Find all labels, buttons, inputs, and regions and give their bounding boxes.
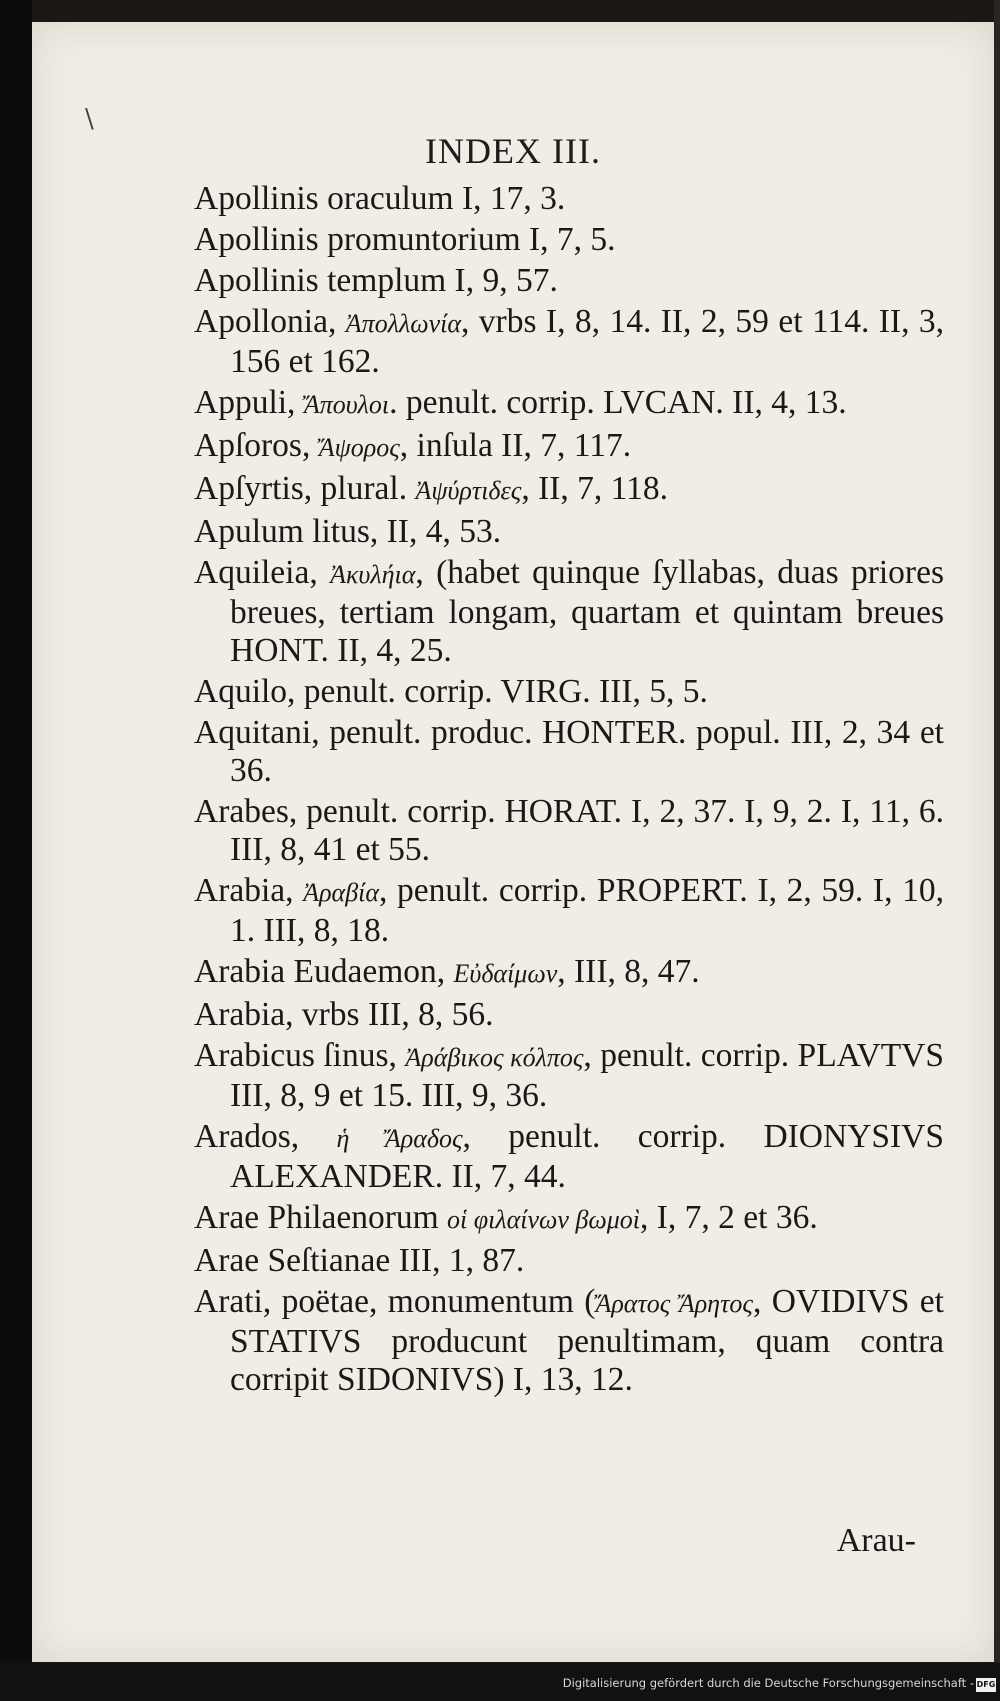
entry-greek: Εὐδαίμων <box>453 959 558 988</box>
entry-text: Arados, <box>194 1118 337 1155</box>
index-entry <box>194 303 944 381</box>
catchword: Arau- <box>836 1522 916 1559</box>
scan-left-edge <box>0 0 32 1701</box>
entry-text: Appuli, <box>194 384 304 421</box>
entry-rest: , penult. corrip. PROPERT. I, 2, 59. I, 10, 1. III, 8, 18. <box>230 872 944 949</box>
entry-text: Arae Seſtianae III, 1, 87. <box>194 1242 525 1279</box>
entry-text: Aquileia, <box>194 554 331 591</box>
book-page <box>32 22 994 1662</box>
entry-rest: , OVIDIVS et STATIVS producunt penultimam, quam contra corripit SIDONIVS) I, 13, 12. <box>230 1283 944 1398</box>
index-entry <box>194 714 944 790</box>
entry-rest: , (habet quinque ſyllabas, duas priores breues, tertiam longam, quartam et quintam breues HONT. II, 4, 25. <box>230 554 944 669</box>
index-entry <box>194 1037 944 1115</box>
entry-rest: , vrbs I, 8, 14. II, 2, 59 et 114. II, 3, 156 et 162. <box>230 303 945 380</box>
entry-text: Apollinis promuntorium I, 7, 5. <box>194 221 616 258</box>
entry-text: Apollonia, <box>194 303 346 340</box>
index-entry <box>194 872 944 950</box>
entry-greek: Ἀράβικος κόλπος <box>405 1043 584 1072</box>
entry-rest: , I, 7, 2 et 36. <box>640 1199 818 1236</box>
index-entry <box>194 427 944 467</box>
footer-credit: Digitalisierung gefördert durch die Deutsche Forschungsgemeinschaft - <box>562 1676 974 1690</box>
index-entry <box>194 554 944 670</box>
entry-text: Arae Philaenorum <box>194 1199 448 1236</box>
entry-rest: , penult. corrip. DIONYSIVS ALEXANDER. II, 7, 44. <box>230 1118 944 1195</box>
index-entry <box>194 1242 944 1280</box>
index-entry <box>194 1199 944 1239</box>
entry-text: Apſyrtis, plural. <box>194 470 416 507</box>
index-entry <box>194 1283 944 1399</box>
entry-text: Apollinis templum I, 9, 57. <box>194 262 558 299</box>
entry-greek: Ἀπολλωνία <box>345 309 461 338</box>
index-entry <box>194 1118 944 1196</box>
entry-greek: Ἀκυλήια <box>330 560 416 589</box>
entry-text: Arabia Eudaemon, <box>194 953 454 990</box>
dfg-logo-icon: DFG <box>976 1678 996 1692</box>
entry-greek: οἱ φιλαίνων βωμοὶ <box>447 1205 641 1234</box>
entry-greek: ἡ Ἄραδος <box>336 1124 463 1153</box>
index-entry <box>194 673 944 711</box>
entry-text: Aquitani, penult. produc. HONTER. popul. III, 2, 34 et 36. <box>194 714 944 789</box>
entry-rest: , II, 7, 118. <box>521 470 669 507</box>
entry-rest: , III, 8, 47. <box>557 953 700 990</box>
entry-greek: Ἄψορος <box>318 433 400 462</box>
entry-greek: Ἄπουλοι <box>303 390 390 419</box>
index-entry <box>194 262 944 300</box>
entry-text: Arati, poëtae, monumentum ( <box>194 1283 596 1320</box>
entry-rest: . penult. corrip. LVCAN. II, 4, 13. <box>389 384 847 421</box>
entry-text: Arabia, vrbs III, 8, 56. <box>194 996 494 1033</box>
entry-text: Arabia, <box>194 872 304 909</box>
entry-greek: Ἀψύρτιδες <box>415 476 522 505</box>
entry-text: Arabes, penult. corrip. HORAT. I, 2, 37. I, 9, 2. I, 11, 6. III, 8, 41 et 55. <box>194 793 944 868</box>
entry-greek: Ἀραβία <box>303 878 380 907</box>
entry-rest: , inſula II, 7, 117. <box>399 427 632 464</box>
running-head: INDEX III. <box>425 131 601 171</box>
entry-text: Apollinis oraculum I, 17, 3. <box>194 180 566 217</box>
index-entry <box>194 221 944 259</box>
index-entry-list <box>194 180 944 1402</box>
digitization-footer <box>0 1663 1000 1701</box>
entry-text: Apulum litus, II, 4, 53. <box>194 513 502 550</box>
entry-text: Aquilo, penult. corrip. VIRG. III, 5, 5. <box>194 673 708 710</box>
entry-greek: Ἄρατος Ἄρητος <box>595 1289 753 1318</box>
page-mark: \ <box>85 104 94 134</box>
index-entry <box>194 180 944 218</box>
index-entry <box>194 384 944 424</box>
index-entry <box>194 470 944 510</box>
entry-rest: , penult. corrip. PLAVTVS III, 8, 9 et 15. III, 9, 36. <box>230 1037 945 1114</box>
index-entry <box>194 953 944 993</box>
index-entry <box>194 793 944 869</box>
entry-text: Arabicus ſinus, <box>194 1037 406 1074</box>
scan-right-edge <box>994 0 1000 1701</box>
index-entry <box>194 996 944 1034</box>
index-entry <box>194 513 944 551</box>
entry-text: Apſoros, <box>194 427 319 464</box>
